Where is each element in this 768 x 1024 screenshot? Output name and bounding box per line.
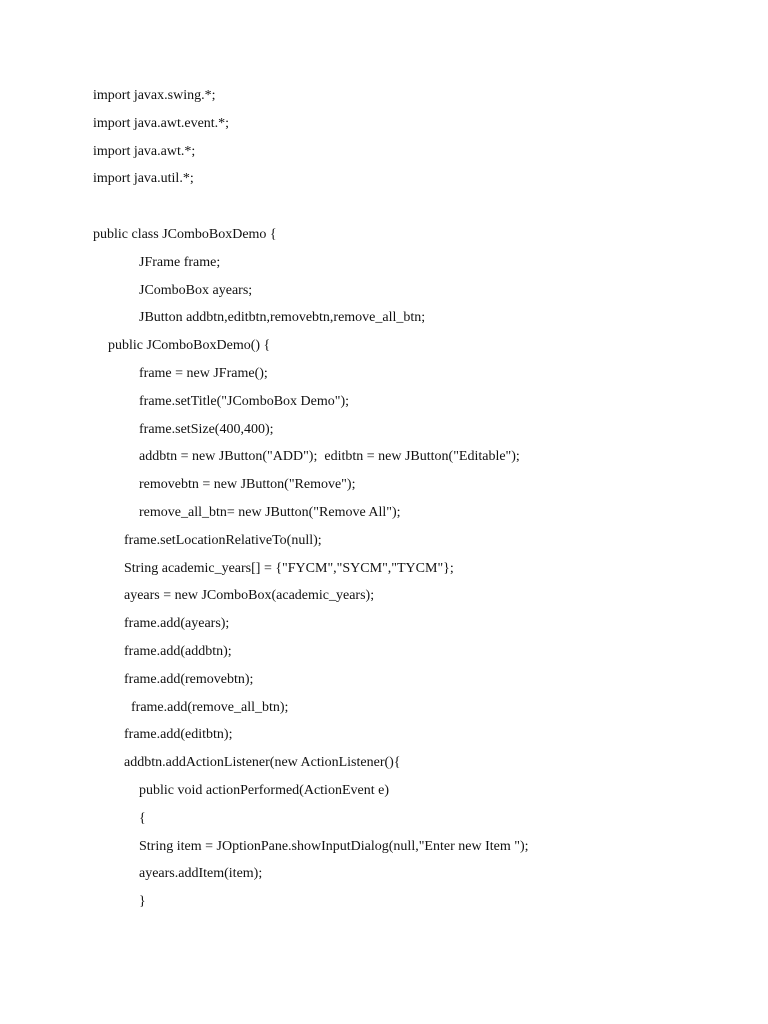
code-listing — [93, 86, 748, 920]
code-line: frame.add(addbtn); — [124, 643, 232, 659]
code-line: frame.setTitle("JComboBox Demo"); — [139, 393, 350, 409]
code-line: addbtn.addActionListener(new ActionListener(){ — [124, 755, 401, 771]
code-line: } — [139, 894, 146, 910]
code-line: frame.setSize(400,400); — [139, 421, 274, 437]
code-line: public void actionPerformed(ActionEvent e) — [139, 782, 389, 798]
code-line: public JComboBoxDemo() { — [108, 338, 271, 354]
code-line: JFrame frame; — [139, 254, 221, 270]
code-line: String item = JOptionPane.showInputDialog(null,"Enter new Item "); — [139, 838, 529, 854]
code-line: removebtn = new JButton("Remove"); — [139, 477, 356, 493]
code-line: import java.util.*; — [93, 171, 194, 187]
code-line: import java.awt.event.*; — [93, 115, 230, 131]
code-line: JButton addbtn,editbtn,removebtn,remove_all_btn; — [139, 310, 426, 326]
code-line: frame = new JFrame(); — [139, 365, 268, 381]
code-line: frame.add(editbtn); — [124, 727, 233, 743]
code-line — [93, 197, 748, 225]
code-line: frame.add(removebtn); — [124, 671, 254, 687]
code-line: frame.add(ayears); — [124, 616, 230, 632]
code-line: frame.setLocationRelativeTo(null); — [124, 532, 322, 548]
code-line: String academic_years[] = {"FYCM","SYCM","TYCM"}; — [124, 560, 454, 576]
code-line: { — [139, 810, 146, 826]
code-line: ayears.addItem(item); — [139, 866, 263, 882]
code-line: addbtn = new JButton("ADD"); editbtn = new JButton("Editable"); — [139, 449, 520, 465]
code-line: import java.awt.*; — [93, 143, 196, 159]
code-line: frame.add(remove_all_btn); — [131, 699, 289, 715]
code-line: JComboBox ayears; — [139, 282, 253, 298]
code-line: import javax.swing.*; — [93, 88, 216, 103]
code-line: ayears = new JComboBox(academic_years); — [124, 588, 375, 604]
code-line: remove_all_btn= new JButton("Remove All"); — [139, 504, 401, 520]
code-line: public class JComboBoxDemo { — [93, 226, 277, 242]
